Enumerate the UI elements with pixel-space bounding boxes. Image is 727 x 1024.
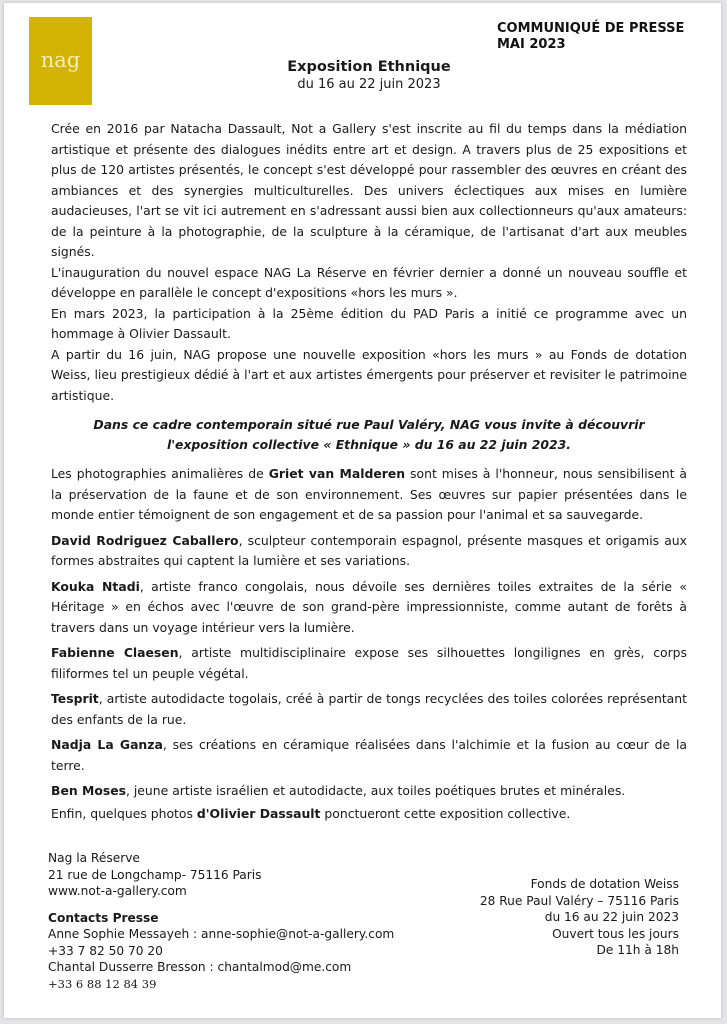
phone-2: +33 6 88 12 84 39 — [48, 976, 157, 991]
title-dates: du 16 au 22 juin 2023 — [297, 77, 441, 92]
body-text — [51, 119, 687, 824]
press-label: COMMUNIQUÉ DE PRESSE — [497, 21, 685, 36]
nag-logo — [29, 17, 92, 105]
artist-description: ponctueront cette exposition collective. — [320, 805, 571, 821]
artist-name: Ben Moses — [51, 783, 126, 798]
invitation-line-2: l'exposition collective « Ethnique » du 16 au 22 juin 2023. — [167, 437, 571, 452]
exhibition-address: 28 Rue Paul Valéry – 75116 Paris — [479, 893, 679, 908]
exhibition-venue-block — [480, 876, 679, 959]
opening-hours: De 11h à 18h — [596, 943, 679, 957]
artist-paragraph — [51, 643, 687, 684]
contacts-title: Contacts Presse — [48, 910, 159, 925]
artist-description: , ses créations en céramique réalisées dans l'alchimie et la fusion au cœur de la terre. — [51, 737, 687, 773]
invitation-line-1: Dans ce cadre contemporain situé rue Paul Valéry, NAG vous invite à découvrir — [93, 417, 645, 432]
press-release-page — [4, 3, 721, 1018]
artist-description: , artiste multidisciplinaire expose ses silhouettes longilignes en grès, corps filiformes tel un peuple végétal. — [51, 645, 688, 681]
artist-paragraph — [51, 781, 687, 802]
artist-pre: Enfin, quelques photos — [51, 805, 197, 821]
artist-paragraph — [51, 689, 687, 730]
artist-description: , artiste franco congolais, nous dévoile ses dernières toiles extraites de la série « Héritage » en échos avec l'œuvre de son grand-père impressionniste, comme autant de forêts à travers dans un voyage intérieur vers la lumière. — [51, 578, 687, 635]
venue-address: 21 rue de Longchamp- 75116 Paris — [48, 867, 262, 882]
press-header — [497, 21, 684, 53]
artist-name: Kouka Ntadi — [51, 578, 140, 594]
exhibition-venue: Fonds de dotation Weiss — [530, 877, 679, 891]
artist-paragraph — [51, 464, 687, 526]
website-link[interactable]: www.not-a-gallery.com — [48, 884, 187, 898]
venue-name: Nag la Réserve — [48, 851, 140, 865]
intro-paragraph-2: L'inauguration du nouvel espace NAG La Réserve en février dernier a donné un nouveau souffle et développe en parallèle le concept d'expositions «hors les murs ». — [51, 264, 687, 300]
press-date: MAI 2023 — [497, 37, 566, 52]
closing-paragraph — [51, 804, 687, 825]
artist-paragraph — [51, 735, 687, 776]
intro-paragraph-1: Crée en 2016 par Natacha Dassault, Not a Gallery s'est inscrite au fil du temps dans la médiation artistique et présente des dialogues inédits entre art et design. A travers plus de 25 expositions et plus de 120 artistes présentés, le concept s'est développé pour rassembler des œuvres en créant des ambiances et des synergies multiculturelles. Des univers éclectiques aux mises en lumière audacieuses, l'art se vit ici autrement en s'adressant aussi bien aux collectionneurs qu'aux amateurs: de la peinture à la photographie, de la sculpture à la céramique, de l'artisanat d'art aux meubles signés. — [51, 121, 687, 259]
intro-paragraph-3: En mars 2023, la participation à la 25ème édition du PAD Paris a initié ce programme avec un hommage à Olivier Dassault. — [51, 305, 687, 341]
intro-paragraph-4: A partir du 16 juin, NAG propose une nouvelle exposition «hors les murs » au Fonds de dotation Weiss, lieu prestigieux dédié à l'art et aux artistes émergents pour préserver et revisiter le patrimoine artistique. — [51, 346, 687, 403]
artist-description: , sculpteur contemporain espagnol, présente masques et origamis aux formes abstraites qui captent la lumière et ses variations. — [51, 532, 687, 568]
contact-1: Anne Sophie Messayeh : anne-sophie@not-a-gallery.com — [48, 927, 395, 941]
artist-name: Tesprit — [51, 691, 99, 706]
footer-contact-block — [48, 850, 394, 992]
artist-description: , artiste autodidacte togolais, créé à partir de tongs recyclées des toiles colorées représentant des enfants de la rue. — [51, 691, 687, 727]
artist-name: David Rodriguez Caballero — [51, 532, 239, 548]
opening-days: Ouvert tous les jours — [552, 926, 679, 941]
artist-name: Fabienne Claesen — [51, 645, 179, 660]
page-title: Exposition Ethnique — [287, 59, 451, 75]
artist-name: d'Olivier Dassault — [196, 805, 321, 821]
artist-description: , jeune artiste israélien et autodidacte, aux toiles poétiques brutes et minérales. — [125, 783, 626, 798]
artist-pre: Les photographies animalières de — [51, 466, 269, 481]
artist-name: Griet van Malderen — [268, 466, 406, 481]
logo-text: nag — [40, 48, 81, 72]
phone-1: +33 7 82 50 70 20 — [48, 943, 163, 958]
artist-description: sont mises à l'honneur, nous sensibilisent à la préservation de la faune et de son environnement. Ses œuvres sur papier présentées dans le monde entier témoignent de son engagement et de sa passion pour l'animal et sa sauvegarde. — [51, 466, 688, 522]
artist-name: Nadja La Ganza — [51, 737, 163, 752]
contact-2: Chantal Dusserre Bresson : chantalmod@me.com — [48, 960, 352, 974]
title-block — [204, 58, 534, 93]
exhibition-dates: du 16 au 22 juin 2023 — [544, 910, 679, 924]
artist-paragraph — [51, 577, 687, 639]
invitation-text — [51, 415, 687, 455]
artist-paragraph — [51, 531, 687, 572]
